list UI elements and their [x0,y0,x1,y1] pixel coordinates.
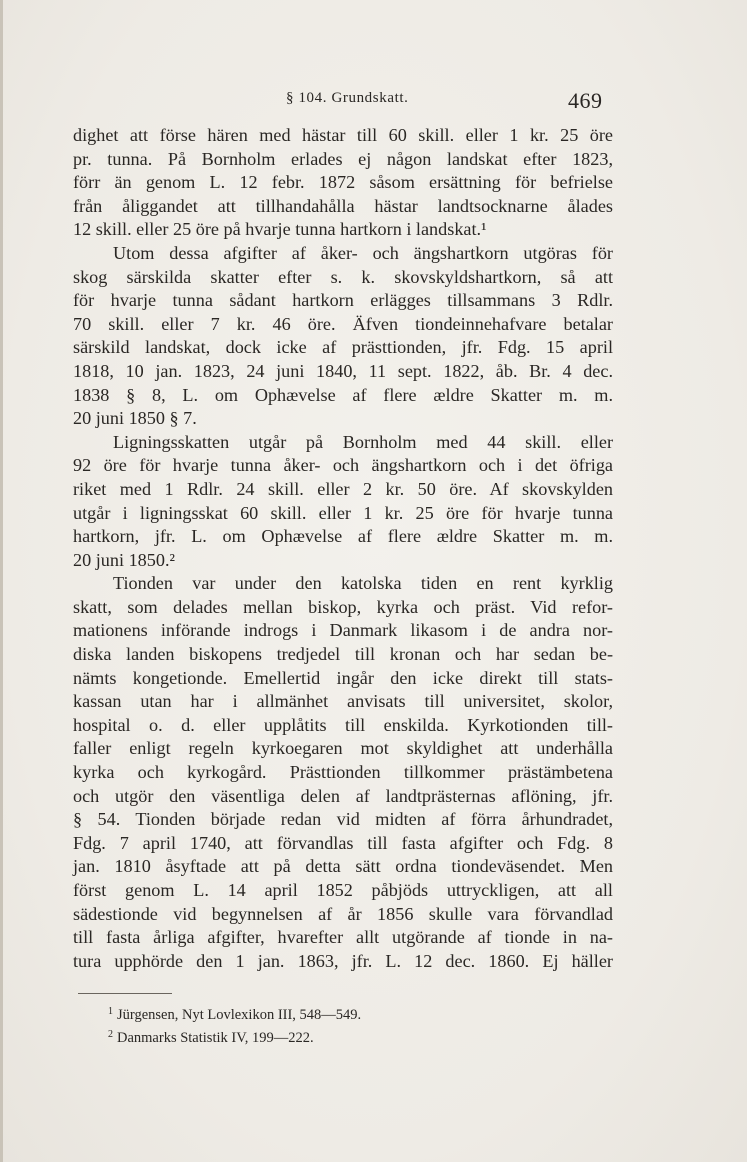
text-line: 1838 § 8, L. om Ophævelse af flere ældre Skatter m. m. [73,384,613,405]
text-line: kassan utan har i allmänhet anvisats till universitet, skolor, [73,691,613,712]
text-line: hospital o. d. eller upplåtits till enskilda. Kyrkotionden till- [73,714,613,735]
text-line: och utgör den väsentliga delen af landtprästernas aflöning, jfr. [73,785,613,806]
text-line: dighet att förse hären med hästar till 60 skill. eller 1 kr. 25 öre [73,125,613,145]
text-line: Tionden var under den katolska tiden en rent kyrklig [113,573,613,594]
text-line: nämts kongetionde. Emellertid ingår den icke direkt till stats- [73,667,613,688]
text-line: jan. 1810 åsyftade att på detta sätt ordna tiondeväsendet. Men [73,856,613,877]
text-line: mationens införande indrogs i Danmark likasom i de andra nor- [73,620,613,641]
page-header [0,88,747,116]
text-line: Ligningsskatten utgår på Bornholm med 44 skill. eller [113,431,613,452]
text-line: 70 skill. eller 7 kr. 46 öre. Äfven tiondeinnehafvare betalar [73,313,613,334]
text-line: 20 juni 1850.² [73,549,175,570]
text-line: utgår i ligningsskat 60 skill. eller 1 kr. 25 öre för hvarje tunna [73,502,613,523]
text-line: pr. tunna. På Bornholm erlades ej någon landskat efter 1823, [73,148,613,169]
text-line: hartkorn, jfr. L. om Ophævelse af flere ældre Skatter m. m. [73,526,613,547]
running-head: § 104. Grundskatt. [286,90,409,106]
footnote-rule [78,993,172,994]
text-line: 92 öre för hvarje tunna åker- och ängshartkorn och i det öfriga [73,455,613,476]
text-line: först genom L. 14 april 1852 påbjöds uttryckligen, att all [73,880,613,900]
text-line: sädestionde vid begynnelsen af år 1856 skulle vara förvandlad [73,903,613,924]
text-line: särskild landskat, dock icke af prästtionden, jfr. Fdg. 15 april [73,337,613,358]
text-line: skog särskilda skatter efter s. k. skovskyldshartkorn, så att [73,266,613,287]
text-line: 1818, 10 jan. 1823, 24 juni 1840, 11 sept. 1822, åb. Br. 4 dec. [73,360,613,381]
text-line: tura upphörde den 1 jan. 1863, jfr. L. 12 dec. 1860. Ej häller [73,950,613,971]
text-line: Fdg. 7 april 1740, att förvandlas till fasta afgifter och Fdg. 8 [73,832,613,853]
footnote [108,1025,361,1048]
text-line: faller enligt regeln kyrkoegaren mot skyldighet att underhålla [73,738,613,759]
text-line: från åliggandet att tillhandahålla hästar landtsocknarne ålades [73,195,613,216]
footnotes [108,1002,361,1048]
text-line: för hvarje tunna sådant hartkorn erlägges tillsammans 3 Rdlr. [73,290,613,311]
text-line: skatt, som delades mellan biskop, kyrka och präst. Vid refor- [73,596,613,617]
text-line: till fasta årliga afgifter, hvarefter allt utgörande af tionde in na- [73,927,613,948]
text-line: § 54. Tionden började redan vid midten af förra århundradet, [73,809,613,830]
footnote [108,1002,361,1025]
text-line: kyrka och kyrkogård. Prästtionden tillkommer prästämbetena [73,762,613,783]
text-line: 12 skill. eller 25 öre på hvarje tunna hartkorn i landskat.¹ [73,219,487,240]
body-text [73,124,613,973]
text-line: 20 juni 1850 § 7. [73,408,197,429]
page-edge-shadow [0,0,3,1162]
page-number: 469 [568,88,603,113]
text-line: riket med 1 Rdlr. 24 skill. eller 2 kr. 50 öre. Af skovskylden [73,478,613,499]
footnote-marker: 1 [108,1006,113,1017]
text-line: förr än genom L. 12 febr. 1872 såsom ersättning för befrielse [73,172,613,193]
text-line: Utom dessa afgifter af åker- och ängshartkorn utgöras för [113,242,613,263]
text-line: diska landen biskopens tredjedel till kronan och har sedan be- [73,644,613,665]
footnote-text: Danmarks Statistik IV, 199—222. [117,1030,314,1046]
footnote-marker: 2 [108,1029,113,1040]
footnote-text: Jürgensen, Nyt Lovlexikon III, 548—549. [117,1007,362,1023]
